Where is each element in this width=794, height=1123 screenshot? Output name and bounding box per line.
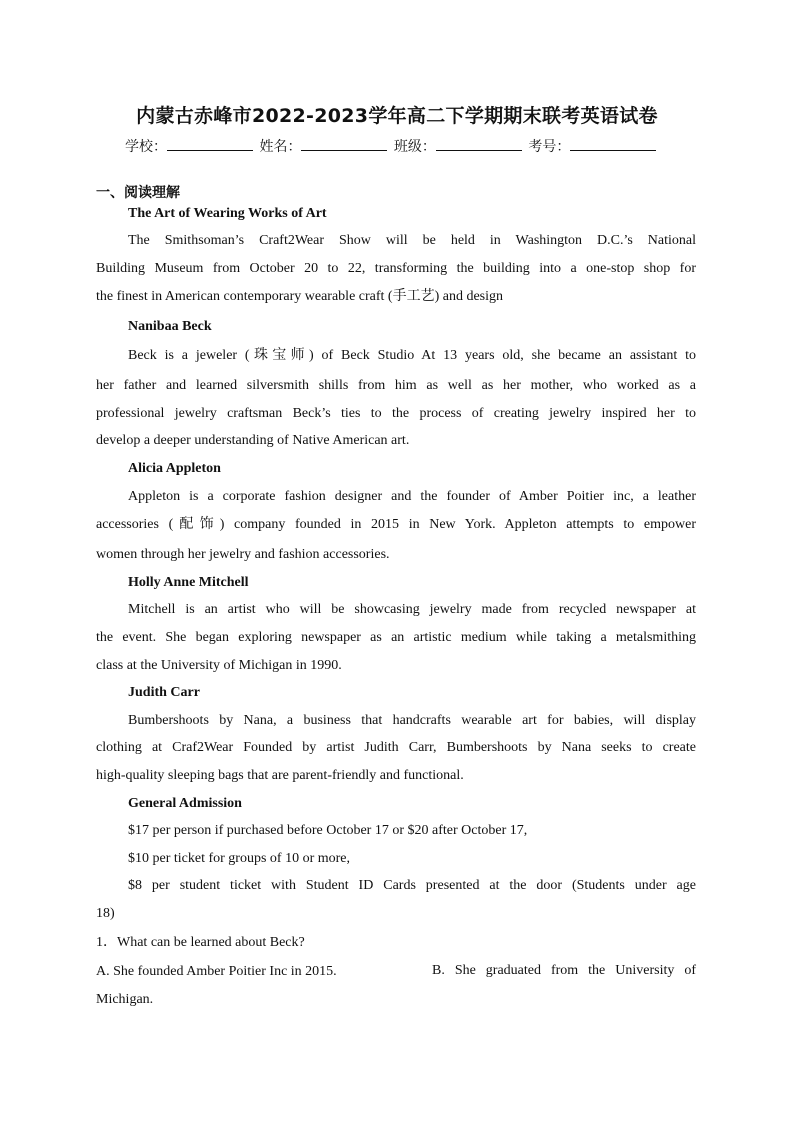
passage-title: The Art of Wearing Works of Art <box>128 206 327 221</box>
exam-number-label: 考号： <box>528 139 571 155</box>
paragraph-line: accessories (配饰) company founded in 2015 in New York. Appleton attempts to empower <box>96 517 696 532</box>
name-blank <box>301 138 387 151</box>
paragraph-line: Bumbershoots by Nana, a business that handcrafts wearable art for babies, will display <box>128 713 696 728</box>
exam-number-blank <box>570 138 656 151</box>
option-a: A. She founded Amber Poitier Inc in 2015. <box>96 964 337 979</box>
paragraph-line: $17 per person if purchased before October 17 or $20 after October 17, <box>128 823 528 838</box>
class-blank <box>436 138 522 151</box>
intro-line: the finest in American contemporary wearable craft (手工艺) and design <box>96 289 504 304</box>
paragraph-line: $8 per student ticket with Student ID Cards presented at the door (Students under age <box>128 878 696 893</box>
paragraph-line: Beck is a jeweler (珠宝师) of Beck Studio At 13 years old, she became an assistant to <box>128 348 696 363</box>
paragraph-line: the event. She began exploring newspaper as an artistic medium while taking a metalsmithing <box>96 630 696 645</box>
section-name: Nanibaa Beck <box>128 319 212 334</box>
section-name: Alicia Appleton <box>128 461 221 476</box>
paragraph-line: Mitchell is an artist who will be showcasing jewelry made from recycled newspaper at <box>128 602 696 617</box>
option-b: B. She graduated from the University of <box>432 963 696 978</box>
paragraph-line: high-quality sleeping bags that are parent-friendly and functional. <box>96 768 464 783</box>
paragraph-line: women through her jewelry and fashion accessories. <box>96 547 390 562</box>
school-blank <box>167 138 253 151</box>
school-label: 学校： <box>125 139 167 155</box>
paragraph-line: professional jewelry craftsman Beck’s ties to the process of creating jewelry inspired her to <box>96 406 696 421</box>
paragraph-line: Appleton is a corporate fashion designer and the founder of Amber Poitier inc, a leather <box>128 489 696 504</box>
paragraph-line: clothing at Craf2Wear Founded by artist Judith Carr, Bumbershoots by Nana seeks to create <box>96 740 696 755</box>
paragraph-line: $10 per ticket for groups of 10 or more, <box>128 851 350 866</box>
section-name: Judith Carr <box>128 685 200 700</box>
paragraph-line: develop a deeper understanding of Native American art. <box>96 433 410 448</box>
section-name: Holly Anne Mitchell <box>128 575 249 590</box>
name-label: 姓名： <box>259 139 302 155</box>
section-heading: 一、阅读理解 <box>96 185 180 201</box>
intro-line: Building Museum from October 20 to 22, transforming the building into a one-stop shop for <box>96 261 696 276</box>
option-b-continued: Michigan. <box>96 992 154 1007</box>
paragraph-line: her father and learned silversmith shills from him as well as her mother, who worked as a <box>96 378 696 393</box>
section-name: General Admission <box>128 796 242 811</box>
class-label: 班级： <box>393 139 436 155</box>
student-info-row <box>125 136 658 156</box>
paragraph-line: 18) <box>96 906 115 921</box>
paragraph-line: class at the University of Michigan in 1990. <box>96 658 342 673</box>
intro-line: The Smithsoman’s Craft2Wear Show will be held in Washington D.C.’s National <box>128 233 696 248</box>
question-stem: 1．What can be learned about Beck? <box>96 935 305 950</box>
exam-title: 内蒙古赤峰市2022-2023学年高二下学期期末联考英语试卷 <box>136 105 658 127</box>
